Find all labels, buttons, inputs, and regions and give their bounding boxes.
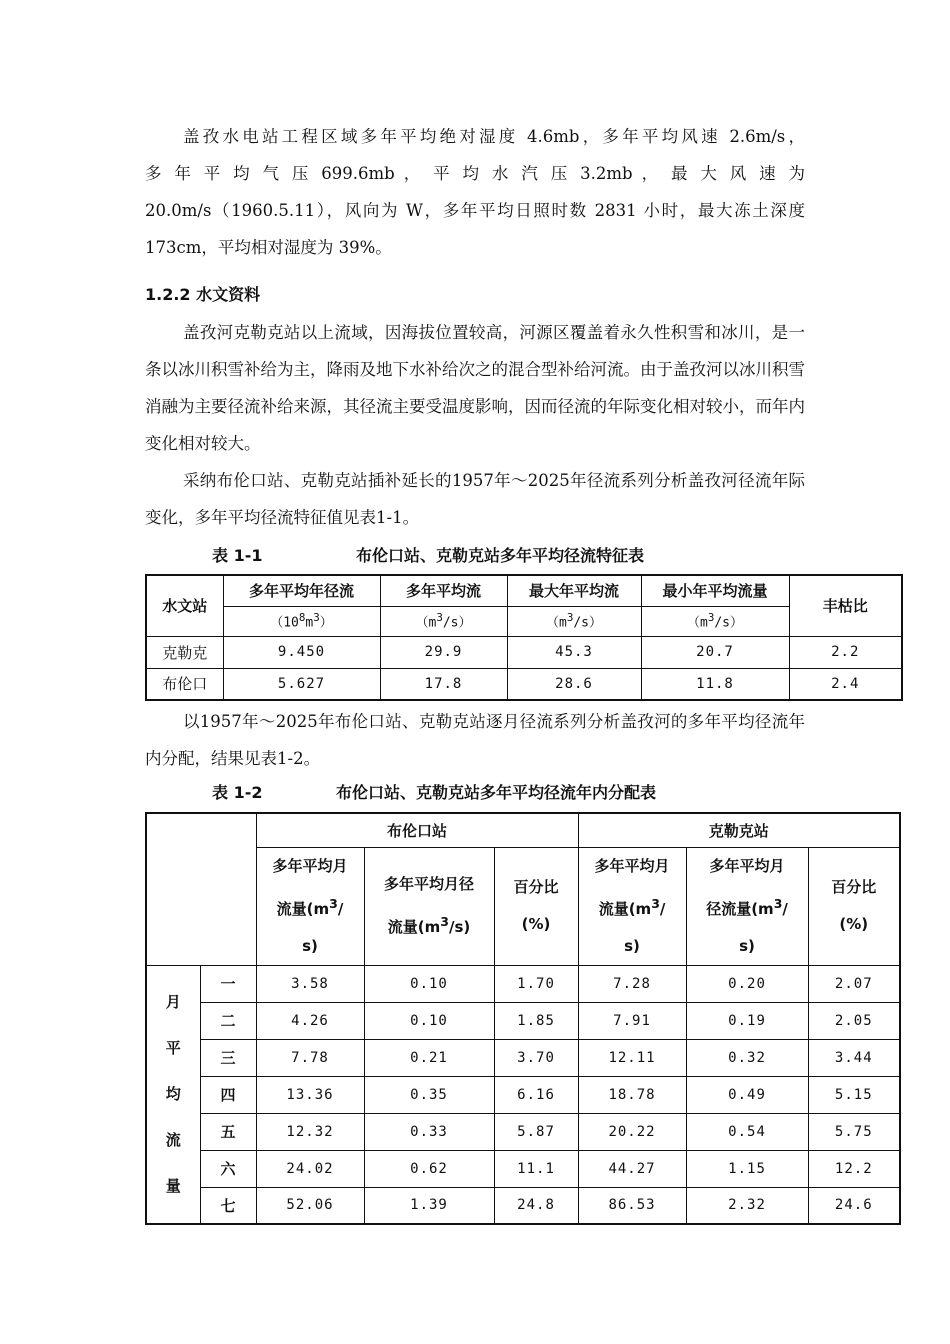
paragraph-runoff-series: 采纳布伦口站、克勒克站插补延长的1957年～2025年径流系列分析盖孜河径流年际变化，多年平均径流特征值见表1-1。 — [145, 471, 805, 527]
cell-b-flow: 3.58 — [256, 965, 364, 1002]
header-annual-runoff: 多年平均年径流 — [223, 575, 380, 606]
header-ratio: 丰枯比 — [789, 575, 902, 636]
cell-month: 七 — [200, 1187, 256, 1224]
cell-k-percent: 2.05 — [808, 1002, 900, 1039]
cell-max-flow: 45.3 — [507, 636, 641, 668]
table-row — [146, 1187, 900, 1224]
cell-k-runoff: 0.54 — [686, 1113, 808, 1150]
cell-k-percent: 5.75 — [808, 1113, 900, 1150]
cell-b-flow: 7.78 — [256, 1039, 364, 1076]
cell-month: 六 — [200, 1150, 256, 1187]
cell-k-percent: 5.15 — [808, 1076, 900, 1113]
table-row — [146, 1113, 900, 1150]
cell-b-percent: 6.16 — [494, 1076, 578, 1113]
table2-caption-title: 布伦口站、克勒克站多年平均径流年内分配表 — [336, 783, 657, 802]
cell-month: 五 — [200, 1113, 256, 1150]
group-header-kelek: 克勒克站 — [578, 813, 900, 847]
cell-k-percent: 2.07 — [808, 965, 900, 1002]
paragraph-monthly-distribution: 以1957年～2025年布伦口站、克勒克站逐月径流系列分析盖孜河的多年平均径流年内分配，结果见表1-2。 — [145, 712, 805, 768]
cell-k-flow: 7.91 — [578, 1002, 686, 1039]
cell-k-flow: 20.22 — [578, 1113, 686, 1150]
cell-b-runoff: 0.21 — [364, 1039, 494, 1076]
runoff-characteristics-table — [145, 574, 903, 701]
cell-b-flow: 12.32 — [256, 1113, 364, 1150]
cell-k-flow: 44.27 — [578, 1150, 686, 1187]
unit-min-flow: $(m^3/s)$ — [641, 606, 789, 636]
paragraph-hydrology: 盖孜河克勒克站以上流域，因海拔位置较高，河源区覆盖着永久性积雪和冰川，是一条以冰川积雪补给为主，降雨及地下水补给次之的混合型补给河流。由于盖孜河以冰川积雪消融为主要径流补给来源，其径流主要受温度影响，因而径流的年际变化相对较小，而年内变化相对较大。 — [145, 323, 805, 453]
cell-b-flow: 24.02 — [256, 1150, 364, 1187]
cell-b-percent: 3.70 — [494, 1039, 578, 1076]
cell-min-flow: 11.8 — [641, 668, 789, 700]
cell-min-flow: 20.7 — [641, 636, 789, 668]
cell-k-runoff: 2.32 — [686, 1187, 808, 1224]
cell-k-flow: 86.53 — [578, 1187, 686, 1224]
cell-b-runoff: 0.10 — [364, 1002, 494, 1039]
header-station: 水文站 — [146, 575, 223, 636]
cell-b-flow: 13.36 — [256, 1076, 364, 1113]
table-row — [146, 1002, 900, 1039]
cell-b-flow: 4.26 — [256, 1002, 364, 1039]
cell-max-flow: 28.6 — [507, 668, 641, 700]
cell-month: 三 — [200, 1039, 256, 1076]
cell-ratio: 2.4 — [789, 668, 902, 700]
cell-k-runoff: 1.15 — [686, 1150, 808, 1187]
cell-k-flow: 18.78 — [578, 1076, 686, 1113]
cell-k-runoff: 0.20 — [686, 965, 808, 1002]
cell-b-percent: 1.85 — [494, 1002, 578, 1039]
cell-k-runoff: 0.32 — [686, 1039, 808, 1076]
cell-k-runoff: 0.49 — [686, 1076, 808, 1113]
cell-b-percent: 5.87 — [494, 1113, 578, 1150]
cell-avg-flow: 29.9 — [380, 636, 507, 668]
cell-month: 一 — [200, 965, 256, 1002]
cell-k-flow: 7.28 — [578, 965, 686, 1002]
cell-avg-flow: 17.8 — [380, 668, 507, 700]
cell-b-runoff: 0.35 — [364, 1076, 494, 1113]
corner-empty-cell — [146, 813, 256, 965]
header-min-flow: 最小年平均流量 — [641, 575, 789, 606]
cell-annual-runoff: 9.450 — [223, 636, 380, 668]
header-b-monthly-flow: 多年平均月 流量($m^3/$ s) — [256, 847, 364, 965]
paragraph-climate-line1: 盖孜水电站工程区域多年平均绝对湿度 4.6mb，多年平均风速 2.6m/s， — [183, 127, 805, 146]
table2-caption-number: 表 1-2 — [212, 783, 263, 802]
group-header-bulunkou: 布伦口站 — [256, 813, 578, 847]
cell-b-percent: 1.70 — [494, 965, 578, 1002]
cell-b-runoff: 0.33 — [364, 1113, 494, 1150]
cell-b-runoff: 1.39 — [364, 1187, 494, 1224]
header-b-monthly-runoff: 多年平均月径 流量$(m^3/s)$ — [364, 847, 494, 965]
table1-caption-number: 表 1-1 — [212, 546, 263, 565]
cell-k-flow: 12.11 — [578, 1039, 686, 1076]
cell-station: 克勒克 — [146, 636, 223, 668]
header-max-flow: 最大年平均流 — [507, 575, 641, 606]
paragraph-climate-rest: 20.0m/s（1960.5.11），风向为 W，多年平均日照时数 2831 小时，最大冻土深度 173cm，平均相对湿度为 39%。 — [145, 201, 805, 257]
table-row — [146, 1076, 900, 1113]
cell-k-percent: 24.6 — [808, 1187, 900, 1224]
cell-month: 二 — [200, 1002, 256, 1039]
table-row — [146, 1150, 900, 1187]
cell-k-runoff: 0.19 — [686, 1002, 808, 1039]
header-b-percentage: 百分比 (%) — [494, 847, 578, 965]
header-k-percentage: 百分比 (%) — [808, 847, 900, 965]
cell-ratio: 2.2 — [789, 636, 902, 668]
cell-b-runoff: 0.62 — [364, 1150, 494, 1187]
table-row — [146, 636, 902, 668]
header-k-monthly-runoff: 多年平均月 径流量($m^3/$ s) — [686, 847, 808, 965]
table-row — [146, 668, 902, 700]
table-row — [146, 965, 900, 1002]
unit-annual-runoff: $(10^8m^3)$ — [223, 606, 380, 636]
monthly-distribution-table — [145, 812, 901, 1225]
cell-month: 四 — [200, 1076, 256, 1113]
table-row — [146, 1039, 900, 1076]
section-heading: 1.2.2 水文资料 — [145, 285, 261, 304]
cell-b-percent: 24.8 — [494, 1187, 578, 1224]
cell-station: 布伦口 — [146, 668, 223, 700]
cell-k-percent: 3.44 — [808, 1039, 900, 1076]
cell-b-runoff: 0.10 — [364, 965, 494, 1002]
cell-b-percent: 11.1 — [494, 1150, 578, 1187]
cell-b-flow: 52.06 — [256, 1187, 364, 1224]
cell-annual-runoff: 5.627 — [223, 668, 380, 700]
header-avg-flow: 多年平均流 — [380, 575, 507, 606]
cell-k-percent: 12.2 — [808, 1150, 900, 1187]
paragraph-climate-line2: 多 年 平 均 气 压 699.6mb ， 平 均 水 汽 压 3.2mb ， 最 大 风 速 为 — [145, 164, 805, 183]
unit-max-flow: $(m^3/s)$ — [507, 606, 641, 636]
unit-avg-flow: $(m^3/s)$ — [380, 606, 507, 636]
table1-caption-title: 布伦口站、克勒克站多年平均径流特征表 — [356, 546, 645, 565]
side-label-monthly-flow: 月 平 均 流 量 — [146, 965, 200, 1224]
header-k-monthly-flow: 多年平均月 流量($m^3/$ s) — [578, 847, 686, 965]
